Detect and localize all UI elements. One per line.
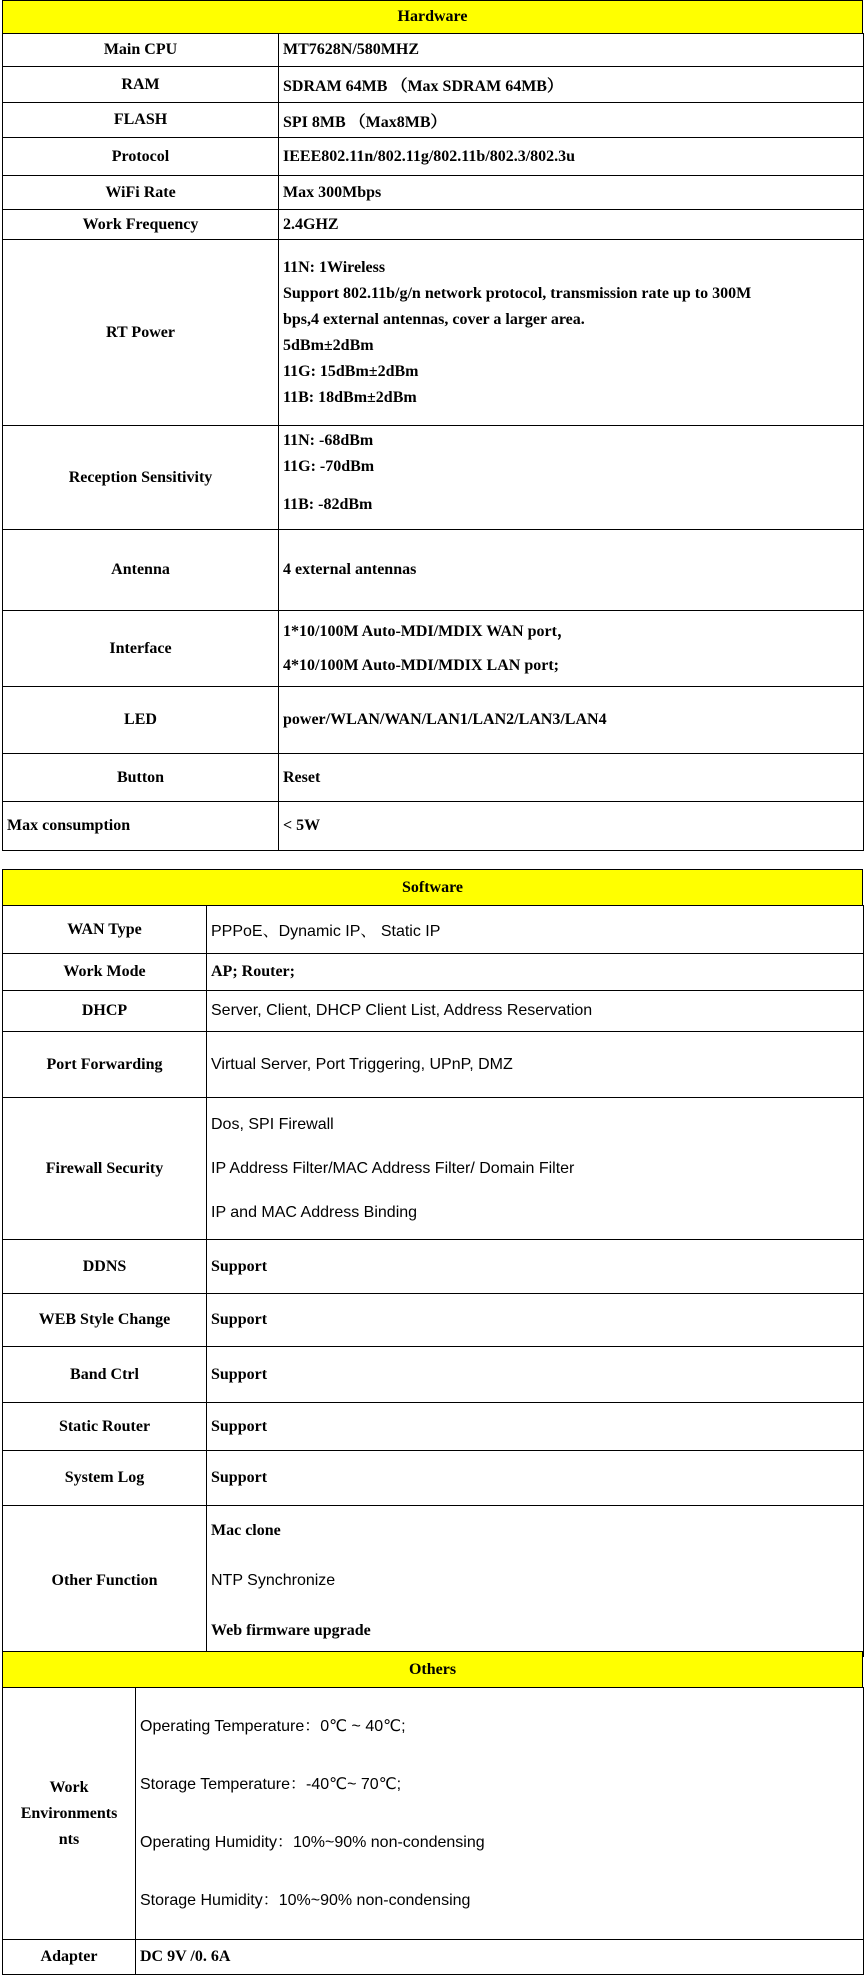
row-value: Support (207, 1294, 864, 1347)
row-value: PPPoE、Dynamic IP、 Static IP (207, 906, 864, 954)
table-row (3, 1098, 864, 1240)
row-label: Interface (3, 611, 279, 687)
row-label: Max consumption (3, 802, 279, 851)
row-label: WiFi Rate (3, 176, 279, 210)
others-table (2, 1687, 864, 1975)
value-line: Operating Temperature：0℃ ~ 40℃; (140, 1717, 406, 1735)
value-line: bps,4 external antennas, cover a larger area. (283, 310, 585, 328)
row-value (279, 611, 864, 687)
row-value: DC 9V /0. 6A (136, 1940, 864, 1975)
others-title: Others (408, 1660, 457, 1678)
row-label: WEB Style Change (3, 1294, 207, 1347)
value-line: Storage Humidity：10%~90% non-condensing (140, 1891, 471, 1909)
table-row (3, 1940, 864, 1975)
row-value: MT7628N/580MHZ (279, 34, 864, 67)
value-line: 11G: 15dBm±2dBm (283, 362, 419, 380)
value-line: 11G: -70dBm (283, 458, 375, 475)
row-label: Protocol (3, 138, 279, 176)
row-value (207, 1506, 864, 1657)
table-row (3, 210, 864, 240)
table-row (3, 530, 864, 611)
table-row (3, 687, 864, 754)
value-line: 11B: 18dBm±2dBm (283, 388, 417, 406)
value-line: Dos, SPI Firewall (211, 1115, 334, 1133)
row-value: Support (207, 1347, 864, 1403)
row-label: DHCP (3, 991, 207, 1032)
software-table (2, 905, 864, 1657)
software-header (2, 869, 863, 906)
value-line: Web firmware upgrade (211, 1622, 371, 1639)
value-line: Mac clone (211, 1522, 281, 1539)
row-value: power/WLAN/WAN/LAN1/LAN2/LAN3/LAN4 (279, 687, 864, 754)
row-value: Server, Client, DHCP Client List, Address Reservation (207, 991, 864, 1032)
row-value (279, 240, 864, 426)
row-label: Band Ctrl (3, 1347, 207, 1403)
row-value (279, 426, 864, 530)
row-value: IEEE802.11n/802.11g/802.11b/802.3/802.3u (279, 138, 864, 176)
table-row (3, 1451, 864, 1506)
table-row (3, 611, 864, 687)
table-row (3, 1347, 864, 1403)
hardware-table (2, 33, 864, 851)
row-value (207, 1098, 864, 1240)
row-label: Reception Sensitivity (3, 426, 279, 530)
row-label: WAN Type (3, 906, 207, 954)
row-value: Support (207, 1403, 864, 1451)
row-value: Reset (279, 754, 864, 802)
row-label: Work Frequency (3, 210, 279, 240)
row-value: SDRAM 64MB （Max SDRAM 64MB） (279, 67, 864, 103)
table-row (3, 103, 864, 138)
table-row (3, 1688, 864, 1940)
value-line: 11N: 1Wireless (283, 258, 386, 276)
row-label: Main CPU (3, 34, 279, 67)
row-label: Work Mode (3, 954, 207, 991)
table-row (3, 754, 864, 802)
value-line: 4*10/100M Auto-MDI/MDIX LAN port; (283, 656, 559, 674)
table-row (3, 906, 864, 954)
row-value: Virtual Server, Port Triggering, UPnP, DMZ (207, 1032, 864, 1098)
row-label: Antenna (3, 530, 279, 611)
row-value: Support (207, 1451, 864, 1506)
row-label: Button (3, 754, 279, 802)
row-value: Max 300Mbps (279, 176, 864, 210)
table-row (3, 1240, 864, 1294)
hardware-title: Hardware (397, 8, 468, 25)
row-value: AP; Router; (207, 954, 864, 991)
row-label: Static Router (3, 1403, 207, 1451)
row-label: Port Forwarding (3, 1032, 207, 1098)
row-value: SPI 8MB （Max8MB） (279, 103, 864, 138)
software-title: Software (401, 878, 464, 896)
row-value: Support (207, 1240, 864, 1294)
table-row (3, 802, 864, 851)
row-value (136, 1688, 864, 1940)
value-line: IP and MAC Address Binding (211, 1203, 418, 1221)
row-label: Work Environments nts (3, 1688, 136, 1940)
table-row (3, 954, 864, 991)
value-line: 1*10/100M Auto-MDI/MDIX WAN port， (283, 622, 573, 640)
row-value: 4 external antennas (279, 530, 864, 611)
table-row (3, 1294, 864, 1347)
hardware-header (2, 0, 863, 34)
others-header (2, 1651, 863, 1688)
row-label: Other Function (3, 1506, 207, 1657)
row-label: LED (3, 687, 279, 754)
table-row (3, 1506, 864, 1657)
value-line: NTP Synchronize (211, 1572, 336, 1589)
row-label: RT Power (3, 240, 279, 426)
row-label: System Log (3, 1451, 207, 1506)
value-line: Support 802.11b/g/n network protocol, transmission rate up to 300M (283, 284, 752, 302)
value-line: 11N: -68dBm (283, 432, 374, 449)
table-row (3, 34, 864, 67)
table-row (3, 1032, 864, 1098)
table-row (3, 67, 864, 103)
row-label: Adapter (3, 1940, 136, 1975)
row-value: 2.4GHZ (279, 210, 864, 240)
value-line: IP Address Filter/MAC Address Filter/ Domain Filter (211, 1159, 575, 1177)
row-label: DDNS (3, 1240, 207, 1294)
value-line: 5dBm±2dBm (283, 336, 374, 354)
value-line: Storage Temperature：-40℃~ 70℃; (140, 1775, 402, 1793)
value-line: Operating Humidity：10%~90% non-condensing (140, 1833, 485, 1851)
table-row (3, 991, 864, 1032)
row-label: Firewall Security (3, 1098, 207, 1240)
row-label: RAM (3, 67, 279, 103)
table-row (3, 1403, 864, 1451)
table-row (3, 138, 864, 176)
row-label: FLASH (3, 103, 279, 138)
row-value: < 5W (279, 802, 864, 851)
table-row (3, 176, 864, 210)
value-line: 11B: -82dBm (283, 496, 373, 513)
table-row (3, 240, 864, 426)
table-row (3, 426, 864, 530)
